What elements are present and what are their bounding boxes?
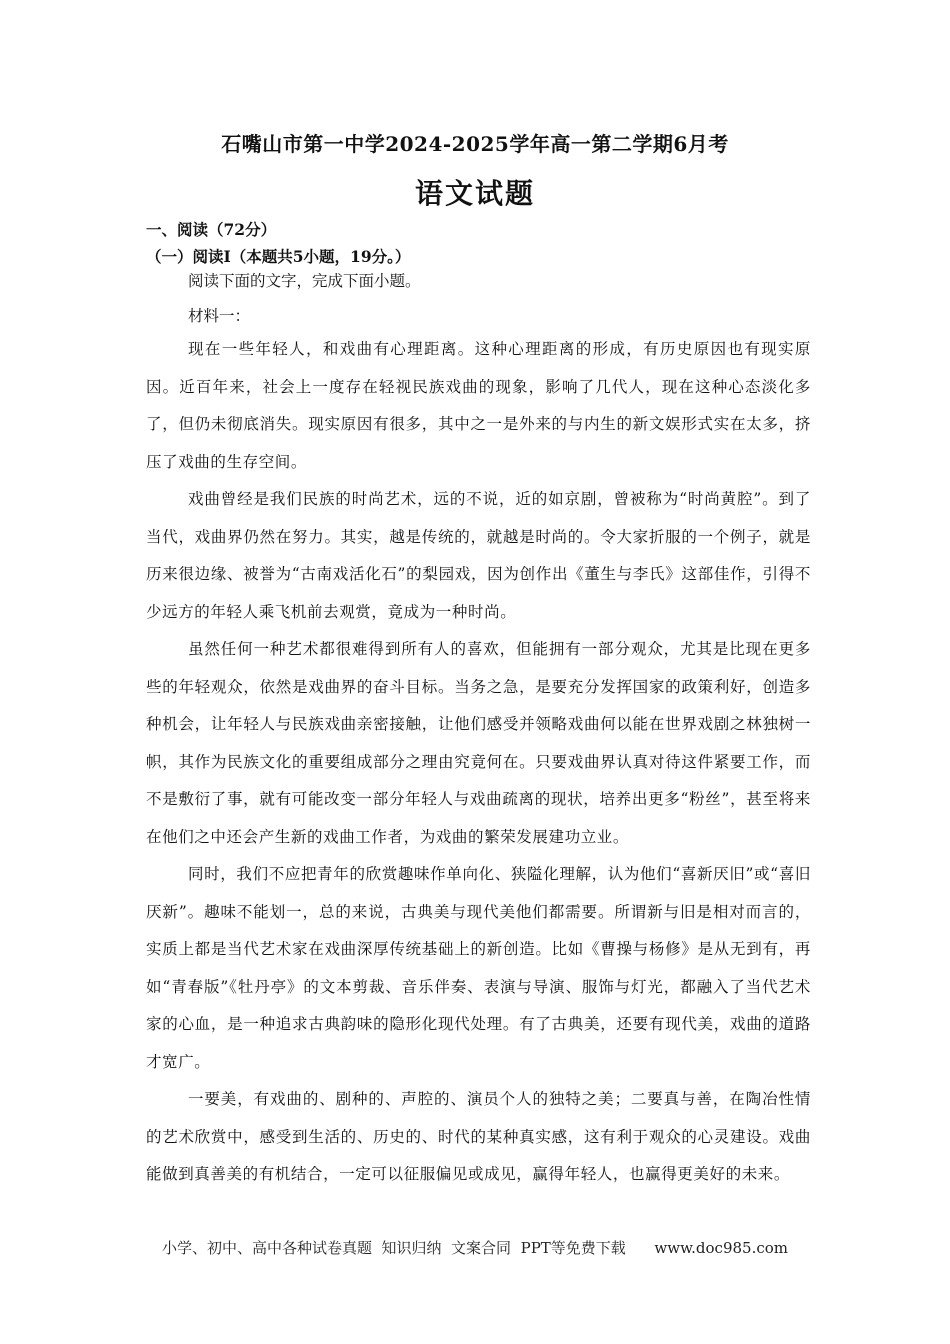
- material-label: 材料一：: [188, 307, 251, 325]
- footer-text: 小学、初中、高中各种试卷真题 知识归纳 文案合同 PPT等免费下载: [161, 1239, 626, 1257]
- footer-url[interactable]: www.doc985.com: [654, 1239, 788, 1257]
- subsection-heading: （一）阅读Ⅰ（本题共5小题，19分。）: [146, 247, 411, 266]
- paragraph: 现在一些年轻人，和戏曲有心理距离。这种心理距离的形成，有历史原因也有现实原因。近百年来，社会上一度存在轻视民族戏曲的现象，影响了几代人，现在这种心态淡化多了，但仍未彻底消失。现实原因有很多，其中之一是外来的与内生的新文娱形式实在太多，挤压了戏曲的生存空间。: [146, 340, 811, 471]
- page-footer: [0, 1237, 950, 1258]
- paragraph: 虽然任何一种艺术都很难得到所有人的喜欢，但能拥有一部分观众，尤其是比现在更多些的年轻观众，依然是戏曲界的奋斗目标。当务之急，是要充分发挥国家的政策利好，创造多种机会，让年轻人与民族戏曲亲密接触，让他们感受并领略戏曲何以能在世界戏剧之林独树一帜，其作为民族文化的重要组成部分之理由究竟何在。只要戏曲界认真对待这件紧要工作，而不是敷衍了事，就有可能改变一部分年轻人与戏曲疏离的现状，培养出更多“粉丝”，甚至将来在他们之中还会产生新的戏曲工作者，为戏曲的繁荣发展建功立业。: [146, 640, 811, 846]
- paragraph: 戏曲曾经是我们民族的时尚艺术，远的不说，近的如京剧，曾被称为“时尚黄腔”。到了当代，戏曲界仍然在努力。其实，越是传统的，就越是时尚的。令大家折服的一个例子，就是历来很边缘、被誉为“古南戏活化石”的梨园戏，因为创作出《董生与李氏》这部佳作，引得不少远方的年轻人乘飞机前去观赏，竟成为一种时尚。: [146, 490, 811, 621]
- reading-passage: [146, 331, 811, 1194]
- exam-title: 石嘴山市第一中学2024-2025学年高一第二学期6月考: [221, 132, 729, 156]
- paragraph: 一要美，有戏曲的、剧种的、声腔的、演员个人的独特之美；二要真与善，在陶冶性情的艺术欣赏中，感受到生活的、历史的、时代的某种真实感，这有利于观众的心灵建设。戏曲能做到真善美的有机结合，一定可以征服偏见或成见，赢得年轻人，也赢得更美好的未来。: [146, 1090, 811, 1183]
- section-heading: 一、阅读（72分）: [146, 220, 277, 239]
- instruction-text: 阅读下面的文字，完成下面小题。: [188, 272, 421, 290]
- paragraph: 同时，我们不应把青年的欣赏趣味作单向化、狭隘化理解，认为他们“喜新厌旧”或“喜旧厌新”。趣味不能划一，总的来说，古典美与现代美他们都需要。所谓新与旧是相对而言的，实质上都是当代艺术家在戏曲深厚传统基础上的新创造。比如《曹操与杨修》是从无到有，再如“青春版”《牡丹亭》的文本剪裁、音乐伴奏、表演与导演、服饰与灯光，都融入了当代艺术家的心血，是一种追求古典韵味的隐形化现代处理。有了古典美，还要有现代美，戏曲的道路才宽广。: [146, 865, 811, 1071]
- subject-title: 语文试题: [414, 177, 535, 210]
